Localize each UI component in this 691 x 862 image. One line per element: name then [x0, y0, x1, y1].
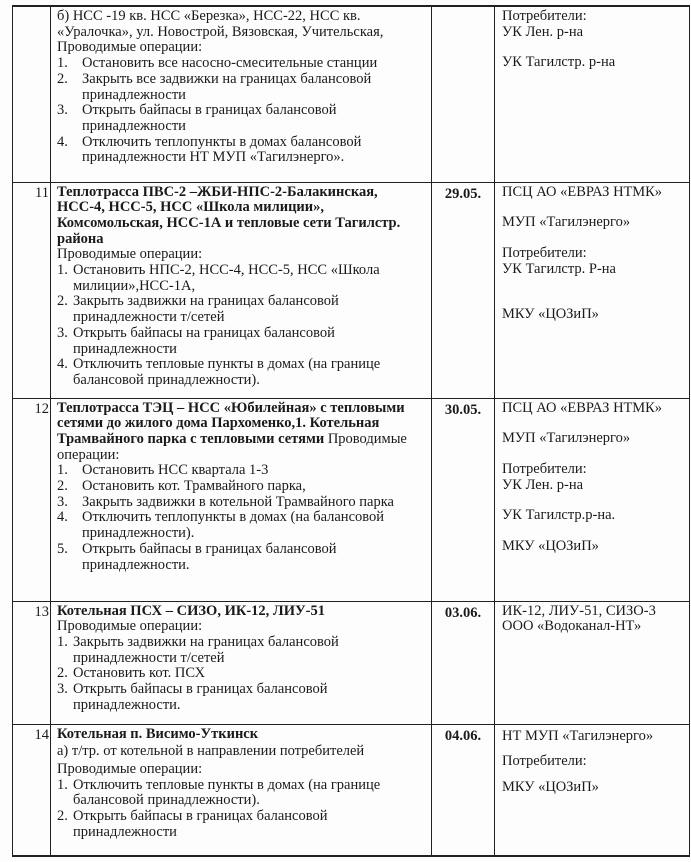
operations-list — [57, 778, 427, 841]
row-responsible: НТ МУП «Тагилэнерго» Потребители: МКУ «ЦОЗиП» — [495, 724, 690, 856]
table-row — [13, 398, 690, 601]
row-number — [13, 6, 51, 182]
operation-item: 1. Отключить тепловые пункты в домах (на границе балансовой принадлежности). — [57, 776, 381, 809]
row-title: Теплотрасса ПВС-2 –ЖБИ-НПС-2-Балакинская, НСС-4, НСС-5, НСС «Школа милиции», Комсомольская, НСС-1А и тепловые сети Тагилстр. района — [57, 183, 401, 247]
table-row — [13, 6, 690, 182]
row-description — [51, 182, 432, 398]
row-title: Котельная п. Висимо-Уткинск — [57, 725, 259, 742]
operation-item: 2. Закрыть задвижки на границах балансовой принадлежности т/сетей — [57, 293, 339, 326]
operations-label: Проводимые операции: — [57, 430, 407, 463]
operation-item: 1. Закрыть задвижки на границах балансовой принадлежности т/сетей — [57, 633, 339, 666]
row-date: 03.06. — [432, 601, 495, 724]
row-description — [51, 724, 432, 856]
operation-item: 1. Остановить НСС квартала 1-3 — [57, 462, 269, 479]
operations-label: Проводимые операции: — [57, 246, 203, 263]
operations-list — [57, 635, 427, 714]
row-description — [51, 6, 432, 182]
row-date — [432, 6, 495, 182]
operation-item: 3. Открыть байпасы на границах балансовой принадлежности — [57, 324, 335, 357]
operation-item: 3. Закрыть задвижки в котельной Трамвайного парка — [57, 493, 394, 510]
operation-item: 2. Остановить кот. ПСХ — [57, 665, 206, 682]
row-number: 11 — [13, 182, 51, 398]
table-row — [13, 724, 690, 856]
operations-list — [57, 463, 427, 573]
operation-item: 2. Закрыть все задвижки на границах балансовой принадлежности — [57, 70, 372, 103]
row-date: 04.06. — [432, 724, 495, 856]
row-title: Теплотрасса ТЭЦ – НСС «Юбилейная» с тепловыми сетями до жилого дома Пархоменко,1. Котельная Трамвайного парка с тепловыми сетями — [57, 399, 405, 447]
operation-item: 4. Отключить тепловые пункты в домах (на границе балансовой принадлежности). — [57, 356, 381, 388]
row-intro: б) НСС -19 кв. НСС «Березка», НСС-22, НСС кв. «Уралочка», ул. Новострой, Вязовская, Учительская, — [57, 8, 384, 40]
row-responsible: ПСЦ АО «ЕВРАЗ НТМК» МУП «Тагилэнерго» Потребители: УК Лен. р-на УК Тагилстр.р-на. МКУ «ЦОЗиП» — [495, 398, 690, 601]
operations-label: Проводимые операции: — [57, 760, 203, 777]
operation-item: 3. Открыть байпасы в границах балансовой принадлежности — [57, 102, 337, 134]
operation-item: 1. Остановить все насосно-смесительные станции — [57, 55, 378, 72]
operations-label: Проводимые операции: — [57, 618, 203, 635]
row-responsible: ИК-12, ЛИУ-51, СИЗО-3 ООО «Водоканал-НТ» — [495, 601, 690, 724]
row-intro: а) т/тр. от котельной в направлении потребителей — [57, 743, 365, 760]
table-row — [13, 601, 690, 724]
operation-item: 2. Остановить кот. Трамвайного парка, — [57, 478, 306, 495]
row-responsible: Потребители: УК Лен. р-на УК Тагилстр. р-на — [495, 6, 690, 182]
shutdown-schedule-table — [12, 5, 690, 857]
row-number: 14 — [13, 724, 51, 856]
operation-item: 4. Отключить теплопункты в домах балансовой принадлежности НТ МУП «Тагилэнерго». — [57, 133, 362, 166]
operation-item: 2. Открыть байпасы в границах балансовой принадлежности — [57, 808, 328, 840]
row-description — [51, 398, 432, 601]
row-description — [51, 601, 432, 724]
row-title: Котельная ПСХ – СИЗО, ИК-12, ЛИУ-51 — [57, 602, 325, 619]
operation-item: 5. Открыть байпасы в границах балансовой принадлежности. — [57, 540, 337, 573]
row-date: 30.05. — [432, 398, 495, 601]
row-number: 12 — [13, 398, 51, 601]
operations-label: Проводимые операции: — [57, 39, 203, 56]
row-number: 13 — [13, 601, 51, 724]
operation-item: 4. Отключить теплопункты в домах (на балансовой принадлежности). — [57, 509, 385, 542]
row-date: 29.05. — [432, 182, 495, 398]
table-row — [13, 182, 690, 398]
row-responsible: ПСЦ АО «ЕВРАЗ НТМК» МУП «Тагилэнерго» Потребители: УК Тагилстр. Р-на МКУ «ЦОЗиП» — [495, 182, 690, 398]
operations-list — [57, 263, 427, 389]
operations-list — [57, 56, 427, 166]
operation-item: 3. Открыть байпасы в границах балансовой принадлежности. — [57, 681, 328, 713]
operation-item: 1. Остановить НПС-2, НСС-4, НСС-5, НСС «Школа милиции»,НСС-1А, — [57, 262, 380, 294]
